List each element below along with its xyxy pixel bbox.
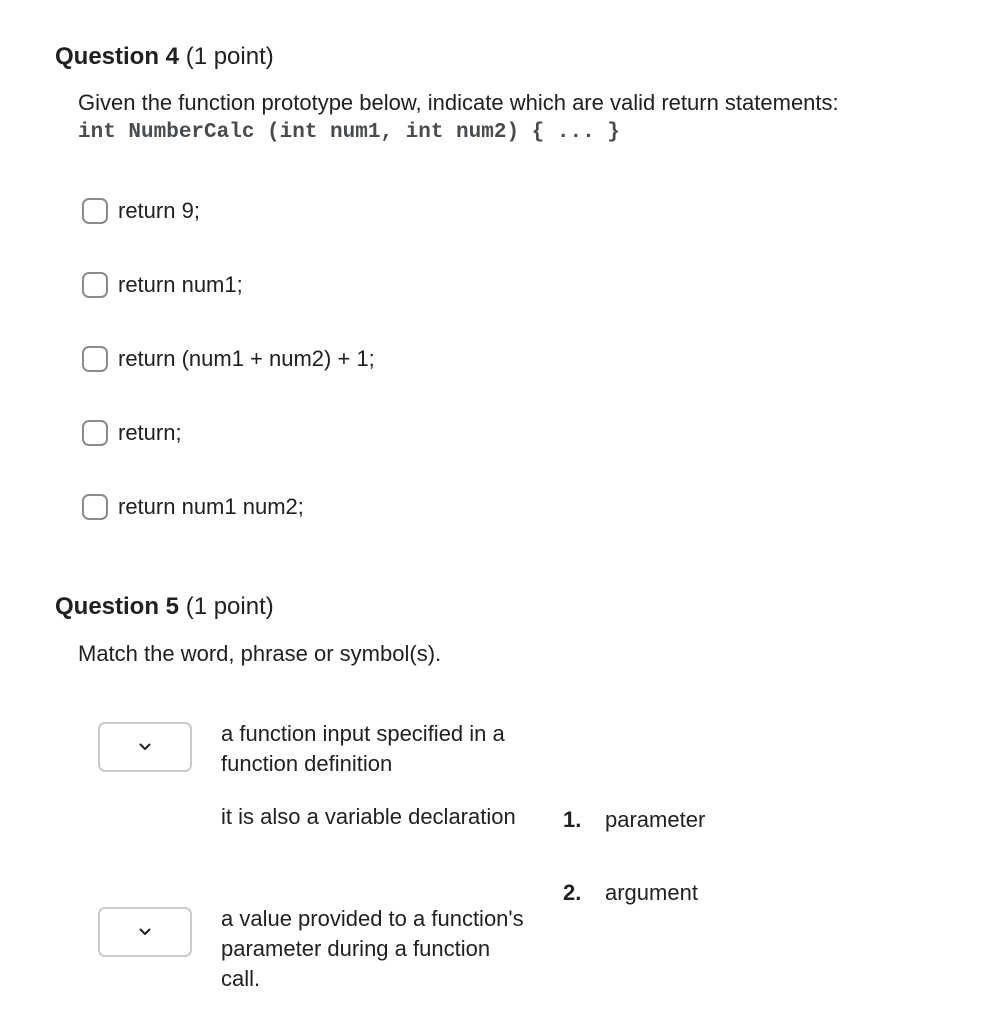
- option-label: return num1;: [118, 272, 243, 297]
- match-description-1: a function input specified in a function definition: [221, 721, 505, 776]
- checkbox[interactable]: [82, 494, 108, 520]
- checkbox[interactable]: [82, 272, 108, 298]
- choice-label: parameter: [605, 807, 706, 832]
- match-description-2: it is also a variable declaration: [221, 804, 516, 829]
- chevron-down-icon: [139, 928, 151, 936]
- question-4-label: Question 4: [55, 43, 180, 70]
- choice-label: argument: [605, 880, 698, 905]
- option-label: return (num1 + num2) + 1;: [118, 346, 375, 371]
- option-return-sum-plus-one[interactable]: [82, 346, 375, 372]
- option-return-9[interactable]: [82, 198, 200, 224]
- question-4-prompt: Given the function prototype below, indicate which are valid return statements:: [78, 90, 839, 115]
- checkbox[interactable]: [82, 420, 108, 446]
- checkbox[interactable]: [82, 198, 108, 224]
- function-prototype-code: int NumberCalc (int num1, int num2) { ... }: [78, 121, 620, 144]
- question-5-title: [55, 593, 274, 621]
- checkbox[interactable]: [82, 346, 108, 372]
- match-description-3: a value provided to a function's parameter during a function call.: [221, 906, 524, 991]
- match-choice-1: [563, 807, 705, 833]
- option-label: return 9;: [118, 198, 200, 223]
- option-return-empty[interactable]: [82, 420, 182, 446]
- question-5-points: (1 point): [185, 593, 274, 620]
- option-return-num1[interactable]: [82, 272, 243, 298]
- question-4-title: [55, 43, 274, 71]
- option-label: return;: [118, 420, 182, 445]
- option-label: return num1 num2;: [118, 494, 304, 519]
- chevron-down-icon: [139, 743, 151, 751]
- match-select-2[interactable]: [98, 907, 192, 957]
- match-choice-2: [563, 880, 698, 906]
- match-select-1[interactable]: [98, 722, 192, 772]
- choice-number: 1.: [563, 807, 582, 832]
- question-5-prompt: Match the word, phrase or symbol(s).: [78, 641, 442, 666]
- question-4-points: (1 point): [185, 43, 274, 70]
- option-return-num1-num2[interactable]: [82, 494, 304, 520]
- choice-number: 2.: [563, 880, 582, 905]
- question-5-label: Question 5: [55, 593, 180, 620]
